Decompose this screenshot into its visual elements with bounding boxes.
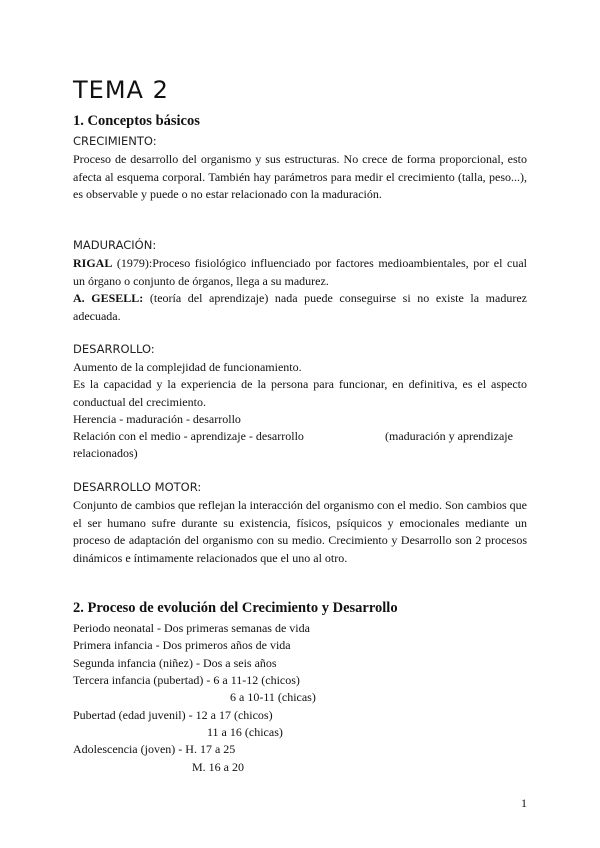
list-item: Segunda infancia (niñez) - Dos a seis años [73,656,277,670]
list-item: Primera infancia - Dos primeros años de vida [73,638,291,652]
desarrollo-line-4c: relacionados) [73,446,138,460]
desarrollo-line-2: Es la capacidad y la experiencia de la persona para funcionar, en definitiva, es el aspecto conductual del crecimiento. [73,377,527,409]
crecimiento-label: CRECIMIENTO: [73,134,157,148]
rigal-text: (1979):Proceso fisiológico influenciado por factores medioambientales, por el cual un órgano o conjunto de órganos, llega a su madurez. [73,256,527,288]
gesell-name: A. GESELL: [73,291,144,305]
list-item: M. 16 a 20 [192,760,244,774]
list-item: Tercera infancia (pubertad) - 6 a 11-12 (chicos) [73,673,300,687]
desarrollo-line-1: Aumento de la complejidad de funcionamiento. [73,360,302,374]
list-item: 11 a 16 (chicas) [207,725,283,739]
section-1-heading: 1. Conceptos básicos [73,113,200,129]
gesell-paragraph [73,290,527,325]
list-item: 6 a 10-11 (chicas) [230,690,316,704]
maduracion-label: MADURACIÓN: [73,238,157,252]
desarrollo-line-4b: (maduración y aprendizaje [385,429,513,443]
gesell-text: (teoría del aprendizaje) nada puede conseguirse si no existe la madurez adecuada. [73,291,527,323]
rigal-name: RIGAL [73,256,113,270]
crecimiento-text: Proceso de desarrollo del organismo y sus estructuras. No crece de forma proporcional, esto afecta al esquema corporal. También hay parámetros para medir el crecimiento (talla, peso...), es observable y puede o no estar relacionado con la maduración. [73,152,527,201]
desarrollo-label: DESARROLLO: [73,342,155,356]
list-item: Pubertad (edad juvenil) - 12 a 17 (chicos) [73,708,273,722]
list-item: Adolescencia (joven) - H. 17 a 25 [73,742,236,756]
desarrollo-motor-label: DESARROLLO MOTOR: [73,480,202,494]
section-2-heading: 2. Proceso de evolución del Crecimiento y Desarrollo [73,600,398,616]
rigal-paragraph [73,255,527,290]
page-number: 1 [521,796,527,810]
desarrollo-line-3: Herencia - maduración - desarrollo [73,412,241,426]
page-title: TEMA 2 [73,76,169,104]
desarrollo-motor-text: Conjunto de cambios que reflejan la interacción del organismo con el medio. Son cambios que el ser humano sufre durante su existencia, físicos, psíquicos y emocionales mediante un proceso de adaptación del organismo con su medio. Crecimiento y Desarrollo son 2 procesos dinámicos e íntimamente relacionados que el uno al otro. [73,498,527,565]
list-item: Periodo neonatal - Dos primeras semanas de vida [73,621,310,635]
desarrollo-line-4a: Relación con el medio - aprendizaje - desarrollo [73,429,304,443]
